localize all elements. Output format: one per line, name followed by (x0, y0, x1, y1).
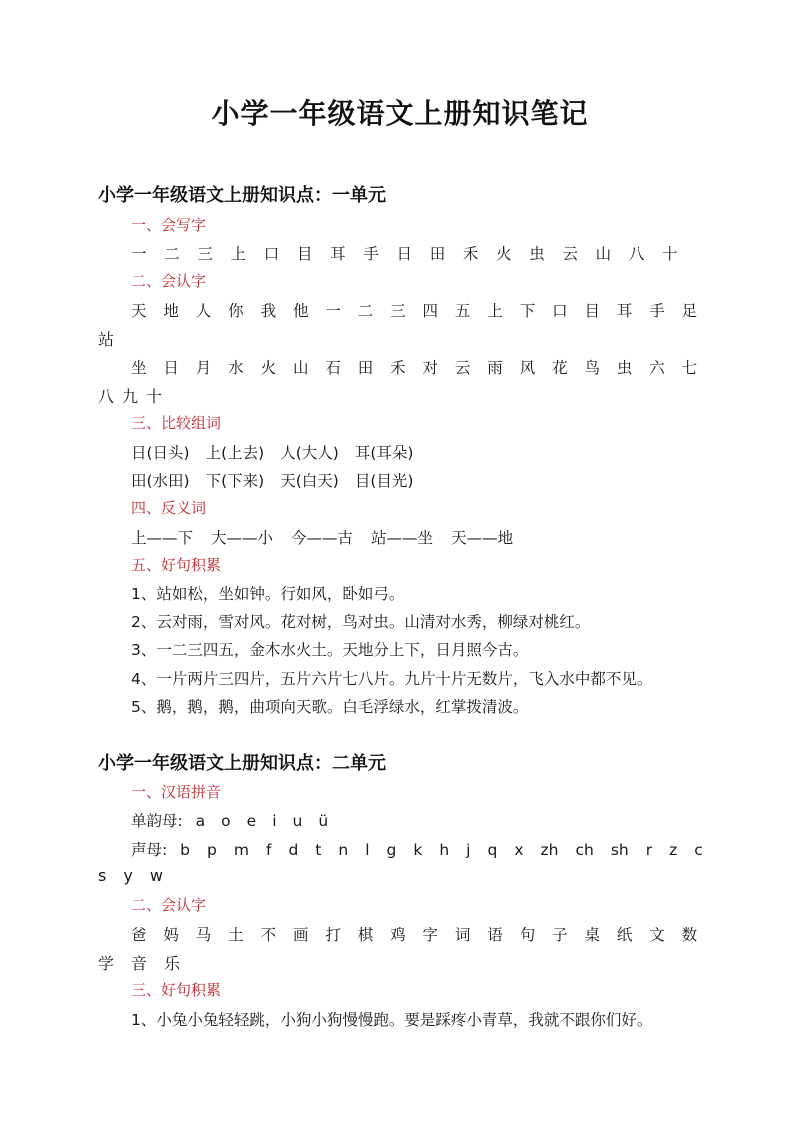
character: 地 (163, 302, 179, 320)
character: 上 (230, 245, 247, 263)
character: 语 (487, 926, 503, 944)
pinyin-initial: t (315, 841, 322, 859)
character: 十 (662, 245, 678, 263)
pinyin-final: o (221, 812, 231, 830)
character: 二 (164, 245, 180, 263)
pinyin-initial: p (207, 841, 217, 859)
character: 三 (197, 245, 213, 263)
character: 云 (454, 359, 471, 377)
character: 五 (454, 302, 471, 320)
page-title: 小学一年级语文上册知识笔记 (211, 97, 589, 130)
pinyin-initial: ch (575, 841, 594, 859)
pinyin-initial: zh (540, 841, 559, 859)
character: 他 (292, 302, 309, 320)
character: 十 (146, 387, 163, 406)
word-pair: 日(日头) (131, 444, 190, 462)
character: 四 (422, 302, 439, 320)
character: 天 (131, 302, 147, 320)
pinyin-initial: l (365, 841, 370, 859)
character: 一 (325, 302, 341, 320)
unit2-finals-row (131, 809, 344, 831)
word-pair: 天(白天) (280, 472, 339, 490)
unit1-compare-row2 (131, 469, 429, 491)
character: 火 (260, 359, 277, 377)
pinyin-initial: q (487, 841, 498, 859)
pinyin-initial: b (180, 841, 191, 859)
unit1-compare-row1 (131, 441, 429, 463)
word-pair: 下(下来) (205, 472, 265, 490)
character: 花 (552, 359, 568, 377)
unit1-section-compare: 三、比较组词 (131, 414, 222, 432)
unit1-sentence: 4、一片两片三四片，五片六片七八片。九片十片无数片，飞入水中都不见。 (131, 670, 653, 688)
unit1-section-antonyms: 四、反义词 (131, 499, 207, 517)
unit2-section-pinyin: 一、汉语拼音 (131, 783, 222, 801)
character: 数 (681, 926, 698, 944)
character: 句 (519, 926, 536, 944)
pinyin-initial: z (669, 841, 678, 859)
character: 打 (325, 926, 341, 944)
character: 云 (562, 245, 578, 263)
character: 人 (195, 302, 212, 320)
character: 下 (519, 302, 536, 320)
pinyin-initial: k (413, 841, 423, 859)
pinyin-initial: h (439, 841, 450, 859)
finals-list (196, 812, 345, 830)
character: 日 (396, 245, 413, 263)
character: 词 (454, 926, 471, 944)
initials-list (180, 841, 720, 859)
pinyin-final: e (246, 812, 257, 830)
character: 田 (357, 359, 374, 377)
character: 我 (260, 302, 277, 320)
unit1-section-read: 二、会认字 (131, 272, 207, 290)
character: 学 (98, 954, 115, 973)
character: 手 (363, 245, 379, 263)
character: 田 (429, 245, 446, 263)
character: 爸 (131, 926, 147, 944)
pinyin-initial: m (233, 841, 249, 859)
antonym-pair: 上——下 (131, 529, 194, 547)
character: 音 (131, 954, 148, 973)
pinyin-final: i (272, 812, 277, 830)
pinyin-final: a (195, 812, 206, 830)
character: 你 (228, 302, 244, 320)
character: 一 (131, 245, 147, 263)
unit2-initials-row2 (98, 866, 180, 885)
character: 画 (292, 926, 309, 944)
unit1-read-row1 (131, 299, 714, 321)
character: 口 (263, 245, 280, 263)
character: 水 (228, 359, 244, 377)
pinyin-initial: d (288, 841, 299, 859)
character: 虫 (616, 359, 633, 377)
character: 山 (595, 245, 612, 263)
pinyin-initial: y (123, 866, 133, 885)
character: 不 (260, 926, 277, 944)
unit1-sentence: 1、站如松，坐如钟。行如风，卧如弓。 (131, 585, 405, 603)
character: 石 (325, 359, 341, 377)
character: 手 (649, 302, 665, 320)
unit1-read-row2-tail (98, 384, 170, 407)
character: 乐 (164, 954, 181, 973)
character: 棋 (357, 926, 374, 944)
character: 虫 (529, 245, 545, 263)
character: 六 (649, 359, 665, 377)
unit1-section-write: 一、会写字 (131, 216, 207, 234)
character: 火 (496, 245, 512, 263)
character: 上 (487, 302, 503, 320)
character: 三 (390, 302, 406, 320)
character: 日 (163, 359, 179, 377)
character: 子 (552, 926, 568, 944)
character: 纸 (616, 926, 633, 944)
character: 耳 (616, 302, 633, 320)
character: 八 (628, 245, 645, 263)
character: 九 (122, 387, 139, 406)
word-pair: 人(大人) (280, 444, 339, 462)
pinyin-initial: r (645, 841, 653, 859)
pinyin-initial: sh (610, 841, 629, 859)
character: 字 (422, 926, 439, 944)
unit1-read-row1-tail: 站 (98, 330, 115, 349)
pinyin-initial: c (694, 841, 703, 859)
unit1-section-sentences: 五、好句积累 (131, 556, 222, 574)
unit2-read-row1 (131, 923, 714, 945)
word-pair: 目(目光) (354, 472, 414, 490)
character: 二 (357, 302, 374, 320)
pinyin-final: u (292, 812, 303, 830)
character: 桌 (584, 926, 600, 944)
pinyin-initial: f (265, 841, 272, 859)
word-pair: 田(水田) (131, 472, 190, 490)
character: 坐 (131, 359, 147, 377)
pinyin-final: ü (318, 812, 329, 830)
antonym-pair: 站——坐 (371, 529, 434, 547)
character: 山 (292, 359, 309, 377)
pinyin-initial: j (466, 841, 471, 859)
pinyin-initial: g (386, 841, 397, 859)
character: 马 (195, 926, 212, 944)
character: 风 (519, 359, 536, 377)
character: 耳 (330, 245, 346, 263)
character: 文 (649, 926, 665, 944)
word-pair: 耳(耳朵) (354, 444, 414, 462)
character: 土 (228, 926, 244, 944)
character: 对 (422, 359, 439, 377)
character: 鸡 (390, 926, 406, 944)
character: 雨 (487, 359, 503, 377)
character: 七 (681, 359, 698, 377)
unit2-heading: 小学一年级语文上册知识点：二单元 (98, 753, 386, 774)
character: 目 (296, 245, 313, 263)
character: 八 (98, 387, 115, 406)
unit1-heading: 小学一年级语文上册知识点：一单元 (98, 185, 386, 206)
character: 口 (552, 302, 568, 320)
unit2-section-sentences: 三、好句积累 (131, 981, 222, 999)
character: 鸟 (584, 359, 600, 377)
unit1-sentence: 5、鹅，鹅，鹅，曲项向天歌。白毛浮绿水，红掌拨清波。 (131, 698, 529, 716)
unit1-sentence: 2、云对雨，雪对风。花对树，鸟对虫。山清对水秀，柳绿对桃红。 (131, 613, 591, 631)
unit2-section-read: 二、会认字 (131, 896, 207, 914)
initials-label: 声母: (131, 841, 168, 859)
unit1-read-row2 (131, 356, 714, 378)
character: 禾 (462, 245, 479, 263)
antonym-pair: 今——古 (291, 529, 354, 547)
character: 禾 (390, 359, 406, 377)
unit2-read-row1-tail (98, 951, 197, 974)
unit2-initials-row1 (131, 838, 720, 860)
pinyin-initial: x (514, 841, 524, 859)
unit2-sentence: 1、小兔小兔轻轻跳，小狗小狗慢慢跑。要是踩疼小青草，我就不跟你们好。 (131, 1011, 653, 1029)
antonym-pair: 天——地 (451, 529, 514, 547)
unit1-sentence: 3、一二三四五，金木水火土。天地分上下，日月照今古。 (131, 641, 529, 659)
character: 妈 (163, 926, 179, 944)
unit1-antonyms (131, 526, 531, 548)
character: 月 (195, 359, 212, 377)
unit1-write-chars (131, 242, 695, 264)
antonym-pair: 大——小 (211, 529, 274, 547)
pinyin-initial: w (149, 866, 163, 885)
word-pair: 上(上去) (205, 444, 265, 462)
finals-label: 单韵母: (131, 812, 183, 830)
pinyin-initial: s (98, 866, 107, 885)
character: 目 (584, 302, 600, 320)
character: 足 (681, 302, 698, 320)
pinyin-initial: n (338, 841, 349, 859)
